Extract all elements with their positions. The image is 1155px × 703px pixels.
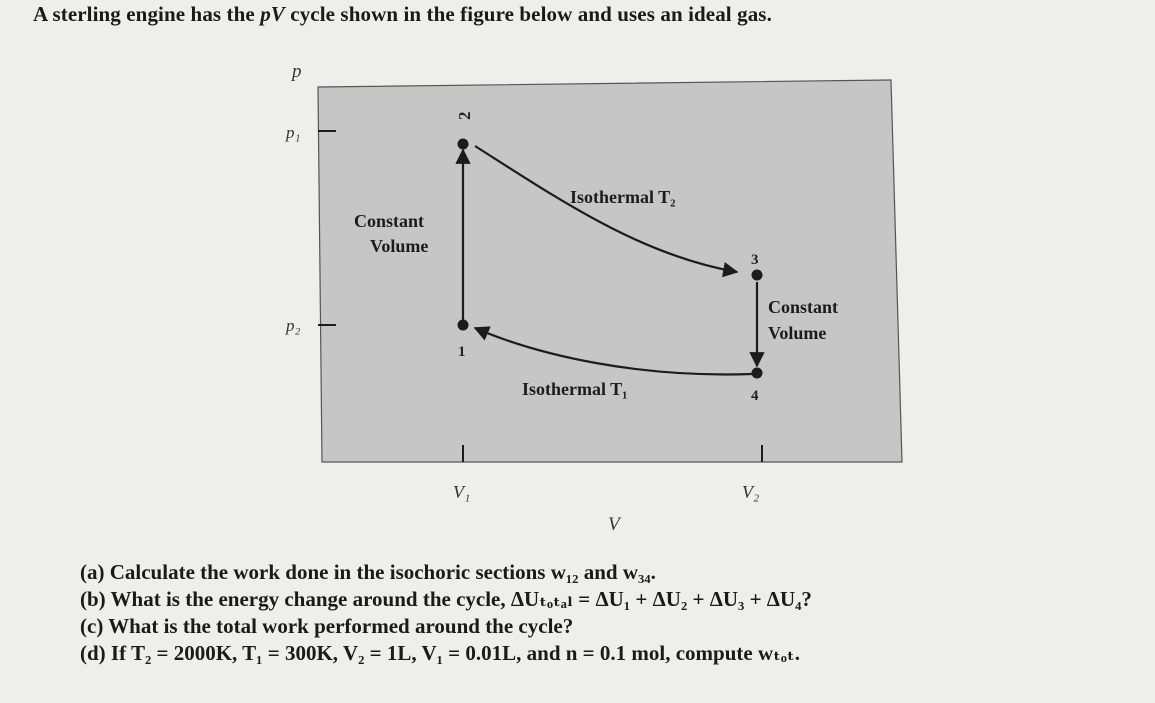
isothermal-t2-label: Isothermal T₂ <box>570 187 676 207</box>
p-axis-label: p <box>292 61 302 82</box>
p1-label: p₁ <box>286 123 301 142</box>
intro-before: A sterling engine has the <box>33 2 261 26</box>
point-2-dot <box>458 139 469 150</box>
v-axis-label: V <box>608 514 620 535</box>
point-1-label: 1 <box>458 344 466 360</box>
v1-label: V₁ <box>453 482 471 502</box>
constant-volume-right-line2: Volume <box>768 323 827 343</box>
intro-pv: pV <box>260 2 285 26</box>
point-3-dot <box>752 270 763 281</box>
question-list <box>80 559 1150 667</box>
question-c: (c) What is the total work performed around the cycle? <box>80 614 574 638</box>
point-4-dot <box>752 368 763 379</box>
question-a: (a) Calculate the work done in the isochoric sections w₁₂ and w₃₄. <box>80 560 656 584</box>
isothermal-t1-label: Isothermal T₁ <box>522 379 628 399</box>
point-3-label: 3 <box>751 252 759 268</box>
cycle-panel <box>318 80 902 462</box>
point-2-label: 2 <box>455 111 474 120</box>
constant-volume-left-line2: Volume <box>370 236 429 256</box>
question-d: (d) If T₂ = 2000K, T₁ = 300K, V₂ = 1L, V₁ = 0.01L, and n = 0.1 mol, compute wₜₒₜ. <box>80 641 800 665</box>
constant-volume-right-line1: Constant <box>768 297 839 317</box>
constant-volume-left-line1: Constant <box>354 211 425 231</box>
question-b: (b) What is the energy change around the cycle, ΔUₜₒₜₐₗ = ΔU₁ + ΔU₂ + ΔU₃ + ΔU₄? <box>80 587 812 611</box>
v2-label: V₂ <box>742 482 760 502</box>
point-4-label: 4 <box>751 388 759 404</box>
intro-after: cycle shown in the figure below and uses an ideal gas. <box>284 2 772 26</box>
p2-label: p₂ <box>286 316 301 335</box>
point-1-dot <box>458 320 469 331</box>
